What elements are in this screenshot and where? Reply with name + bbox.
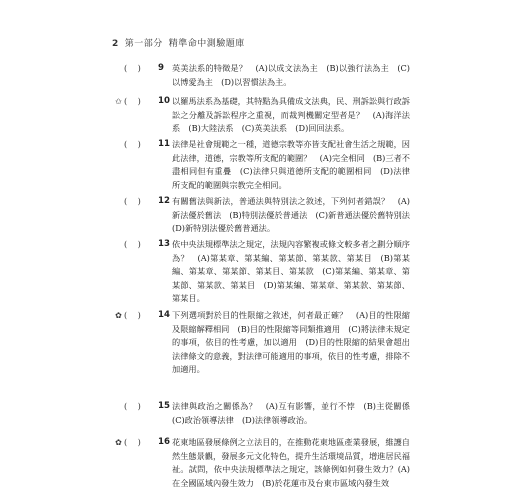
star-icon <box>110 400 122 427</box>
answer-blank: ( ) <box>124 239 141 249</box>
question-text: 法律是社會規範之一種，道德宗教等亦皆支配社會生活之規範，因此法律，道德，宗教等所支配的範圍？ (A)完全相同 (B)三者不盡相同但有重疊 (C)法律只與道德所支配的範圍相同 (D)法律所支配的範圍與宗教完全相同。 <box>172 139 410 190</box>
page-number: 2 <box>112 39 119 49</box>
question-text: 有關舊法與新法，普通法與特別法之敘述，下列何者錯誤？ (A)新法優於舊法 (B)特別法優於普通法 (C)新普通法優於舊特別法 (D)新特別法優於舊普通法。 <box>172 196 419 233</box>
question-12 <box>110 195 419 236</box>
question-number: 15 <box>158 401 170 411</box>
question-13 <box>110 238 410 306</box>
question-text: 英美法系的特徵是？ (A)以成文法為主 (B)以強行法為主 (C)以博愛為主 (D)以習慣法為主。 <box>172 63 410 87</box>
question-number: 9 <box>158 63 164 73</box>
question-number: 16 <box>158 437 170 447</box>
question-number: 11 <box>158 139 170 149</box>
question-number: 10 <box>158 96 170 106</box>
answer-blank: ( ) <box>124 96 141 106</box>
book-title: 精準命中測驗題庫 <box>168 39 245 49</box>
question-10 <box>110 95 410 136</box>
question-text: 下列選項對於目的性限縮之敘述，何者最正確？ (A)目的性限縮及限縮解釋相同 (B)目的性限縮等同類推適用 (C)將法律未規定的事項，依目的性考慮，加以適用 (D)目的性限縮的結果會超出法律條文的意義，對法律可能適用的事項，依目的性考慮，排除不加適用。 <box>172 310 410 374</box>
question-text: 花東地區發展條例之立法目的，在推動花東地區產業發展，維護自然生態景觀，發展多元文化特色，提升生活環境品質，增進居民福祉。試問，依中央法規標準法之規定，該條例如何發生效力？(A)在全國區域內發生效力 (B)於花蓮市及台東市區域內發生效 <box>172 437 410 488</box>
answer-blank: ( ) <box>124 139 141 149</box>
star-icon <box>110 62 122 89</box>
star-icon: ✩ <box>115 96 122 106</box>
question-14 <box>110 309 410 377</box>
answer-blank: ( ) <box>124 437 141 447</box>
star-icon: ✿ <box>115 310 122 320</box>
question-16 <box>110 436 410 490</box>
answer-blank: ( ) <box>124 196 141 206</box>
star-icon <box>110 195 122 236</box>
answer-blank: ( ) <box>124 401 141 411</box>
star-icon <box>110 238 122 306</box>
question-9 <box>110 62 410 89</box>
star-icon <box>110 138 122 192</box>
question-11 <box>110 138 410 192</box>
question-number: 14 <box>158 310 170 320</box>
question-number: 12 <box>158 196 170 206</box>
question-15 <box>110 400 419 427</box>
question-text: 依中央法規標準法之規定，法規內容繁複或條文較多者之劃分順序為？ (A)第某章、第某編、第某節、第某款、第某目 (B)第某編、第某章、第某節、第某目、第某款 (C)第某編、第某章、第某節、第某款、第某目 (D)第某編、第某章、第某款、第某節、第某目。 <box>172 239 410 303</box>
question-number: 13 <box>158 239 170 249</box>
answer-blank: ( ) <box>124 63 141 73</box>
page-header <box>112 36 245 49</box>
star-icon: ✿ <box>115 437 122 447</box>
question-text: 法律與政治之關係為？ (A)互有影響，並行不悖 (B)主從關係 (C)政治領導法律 (D)法律領導政治。 <box>172 401 419 425</box>
answer-blank: ( ) <box>124 310 141 320</box>
question-text: 以羅馬法系為基礎，其特點為具備成文法典，民、刑訴訟與行政訴訟之分離及訴訟程序之重視，而裁判機關定型者是？ (A)海洋法系 (B)大陸法系 (C)英美法系 (D)回回法系。 <box>172 96 410 133</box>
part-label: 第一部分 <box>124 39 163 49</box>
